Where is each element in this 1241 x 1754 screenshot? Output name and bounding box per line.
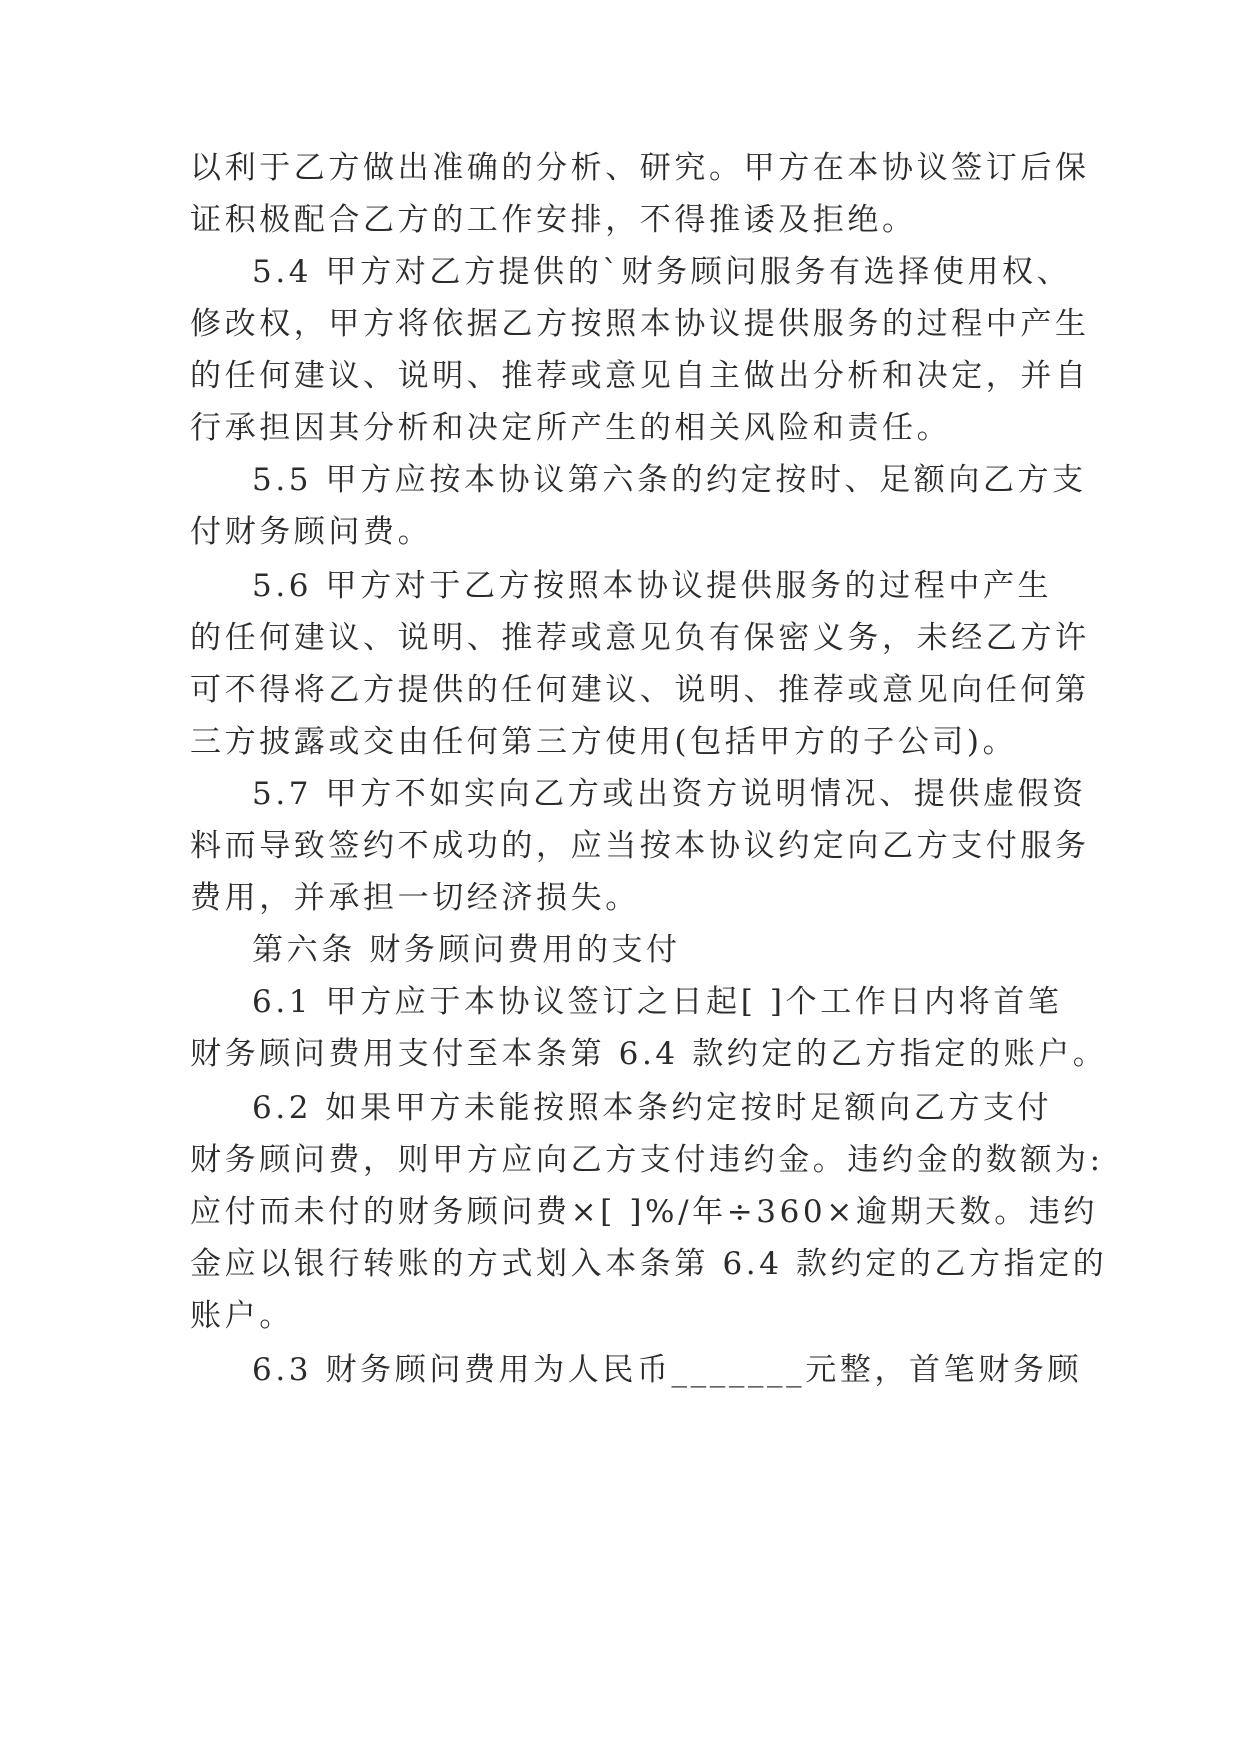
text-line: 应付而未付的财务顾问费×[ ]%/年÷360×逾期天数。违约 xyxy=(190,1194,1099,1230)
clause-5-5: 5.5 甲方应按本协议第六条的约定按时、足额向乙方支 xyxy=(252,462,1087,498)
clause-5-4: 5.4 甲方对乙方提供的`财务顾问服务有选择使用权、 xyxy=(252,254,1072,290)
clause-6-2: 6.2 如果甲方未能按照本条约定按时足额向乙方支付 xyxy=(252,1090,1053,1126)
text-line: 财务顾问费用支付至本条第 6.4 款约定的乙方指定的账户。 xyxy=(190,1036,1108,1072)
clause-6-3: 6.3 财务顾问费用为人民币_______元整，首笔财务顾 xyxy=(252,1352,1083,1388)
text-line: 财务顾问费，则甲方应向乙方支付违约金。违约金的数额为: xyxy=(190,1142,1104,1178)
text-line: 的任何建议、说明、推荐或意见自主做出分析和决定，并自 xyxy=(190,358,1090,394)
text-line: 账户。 xyxy=(190,1298,294,1334)
text-line: 以利于乙方做出准确的分析、研究。甲方在本协议签订后保 xyxy=(190,150,1090,186)
text-line: 金应以银行转账的方式划入本条第 6.4 款约定的乙方指定的 xyxy=(190,1246,1108,1282)
text-line: 费用，并承担一切经济损失。 xyxy=(190,880,640,916)
clause-6-1: 6.1 甲方应于本协议签订之日起[ ]个工作日内将首笔 xyxy=(252,984,1063,1020)
clause-5-7: 5.7 甲方不如实向乙方或出资方说明情况、提供虚假资 xyxy=(252,776,1087,812)
text-line: 三方披露或交由任何第三方使用(包括甲方的子公司)。 xyxy=(190,724,1018,760)
text-line: 修改权，甲方将依据乙方按照本协议提供服务的过程中产生 xyxy=(190,306,1090,342)
clause-5-6: 5.6 甲方对于乙方按照本协议提供服务的过程中产生 xyxy=(252,568,1053,604)
text-line: 付财务顾问费。 xyxy=(190,514,433,550)
section-heading-article-6: 第六条 财务顾问费用的支付 xyxy=(252,932,681,968)
text-line: 料而导致签约不成功的，应当按本协议约定向乙方支付服务 xyxy=(190,828,1090,864)
text-line: 的任何建议、说明、推荐或意见负有保密义务，未经乙方许 xyxy=(190,620,1090,656)
text-line: 行承担因其分析和决定所产生的相关风险和责任。 xyxy=(190,410,952,446)
text-line: 证积极配合乙方的工作安排，不得推诿及拒绝。 xyxy=(190,202,917,238)
text-line: 可不得将乙方提供的任何建议、说明、推荐或意见向任何第 xyxy=(190,672,1090,708)
